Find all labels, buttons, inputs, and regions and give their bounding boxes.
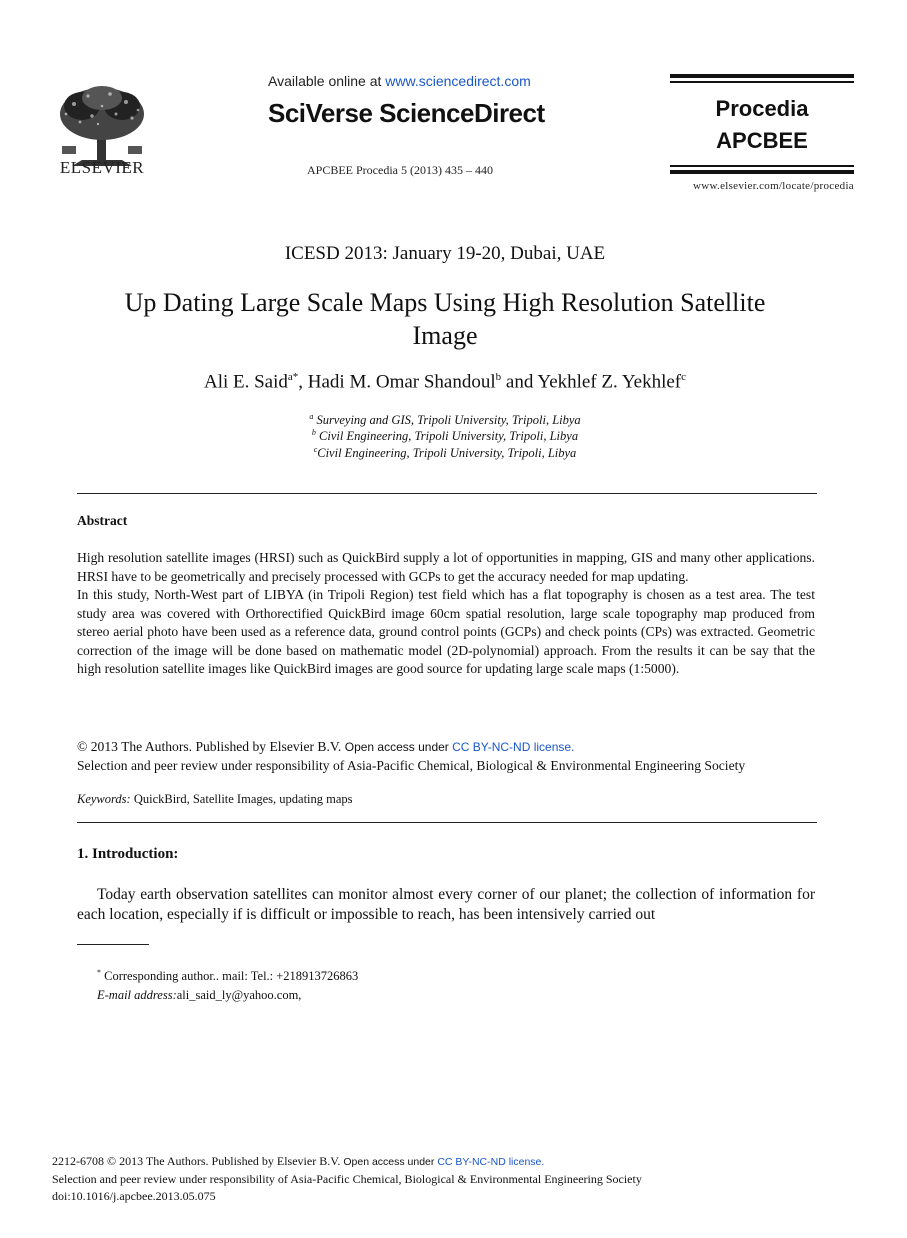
sciencedirect-link[interactable]: www.sciencedirect.com (385, 73, 531, 89)
page-footer (52, 1153, 852, 1205)
footnote-marker: * (97, 968, 101, 977)
sciverse-sciencedirect-logo: SciVerse ScienceDirect (268, 98, 545, 128)
open-access-text: Open access under (344, 740, 453, 754)
copyright-block (77, 738, 827, 774)
author-list (0, 371, 890, 393)
keywords-text: QuickBird, Satellite Images, updating maps (130, 792, 353, 806)
footnote-rule (77, 944, 149, 945)
procedia-bottom-rule-thin (670, 165, 854, 167)
publisher-wordmark: ELSEVIER (59, 158, 145, 177)
footnote-email (97, 988, 301, 1003)
affiliation-b (0, 428, 890, 444)
author-separator: , (298, 371, 308, 393)
copyright-text: © 2013 The Authors. Published by Elsevier B.V. (77, 739, 345, 754)
author-name: Hadi M. Omar Shandoul (307, 371, 496, 393)
affiliation-text: Surveying and GIS, Tripoli University, Tripoli, Libya (313, 413, 581, 428)
procedia-top-rule-thin (670, 81, 854, 83)
procedia-apcbee-title (670, 93, 854, 157)
footnote-corresponding (97, 968, 358, 984)
abstract-paragraph: High resolution satellite images (HRSI) such as QuickBird supply a lot of opportunities in mapping, GIS and many other applications. HRSI have to be geometrically and precisely processed with GCPs to get the accuracy needed for map updating. (77, 550, 815, 584)
paper-title-line1: Up Dating Large Scale Maps Using High Resolution Satellite (124, 288, 766, 317)
introduction-text: Today earth observation satellites can monitor almost every corner of our planet; the collection of information for each location, especially if is difficult or impossible to reach, has been intensively carried out (77, 886, 815, 923)
footer-copyright-line (52, 1153, 852, 1171)
email-label: E-mail address: (97, 988, 177, 1002)
affiliation-marker: a (309, 412, 314, 421)
footnote-corresponding-text: Corresponding author.. mail: Tel.: +218913726863 (101, 969, 359, 984)
author-separator: and (501, 371, 538, 393)
keywords-line (77, 792, 353, 807)
footer-copyright-text: 2212-6708 © 2013 The Authors. Published by Elsevier B.V. (52, 1154, 344, 1168)
author-superscript: a* (287, 371, 299, 383)
email-address[interactable]: ali_said_ly@yahoo.com, (176, 988, 302, 1002)
author-superscript: c (681, 371, 687, 383)
affiliation-a (0, 412, 890, 428)
procedia-title-line2: APCBEE (716, 128, 808, 153)
abstract-top-rule (77, 493, 817, 494)
author-name: Yekhlef Z. Yekhlef (537, 371, 682, 393)
introduction-heading: 1. Introduction: (77, 846, 179, 862)
peer-review-line: Selection and peer review under responsibility of Asia-Pacific Chemical, Biological & Environmental Engineering Society (77, 757, 746, 773)
footer-peer-review-line: Selection and peer review under responsibility of Asia-Pacific Chemical, Biological & Environmental Engineering Society (52, 1172, 642, 1186)
affiliation-c (0, 445, 890, 461)
abstract-heading: Abstract (77, 513, 128, 528)
footer-license-link[interactable]: CC BY-NC-ND license. (437, 1156, 545, 1168)
procedia-title-line1: Procedia (715, 96, 809, 121)
procedia-bottom-rule-thick (670, 170, 854, 174)
available-online-text: Available online at (268, 73, 386, 89)
copyright-line (77, 738, 827, 757)
keywords-label: Keywords: (77, 792, 131, 806)
abstract-paragraph: In this study, North-West part of LIBYA (in Tripoli Region) test field which has a flat topography is chosen as a test area. The test study area was covered with Orthorectified QuickBird image 60cm spatial resolution, large scale topography map produced from stereo aerial photo have been used as a reference data, ground control points (GCPs) and check points (CPs) was extracted. Geometric correction of the image will be done based on mathematic model (2D-polynomial) approach. From the results it can be say that the high resolution satellite images like QuickBird images are good source for updating large scale maps (1:5000). (77, 587, 815, 676)
abstract-body (77, 549, 815, 679)
author-name: Ali E. Said (203, 371, 288, 393)
paper-title-line2: Image (412, 321, 478, 350)
license-link[interactable]: CC BY-NC-ND license. (452, 740, 575, 754)
affiliation-text: Civil Engineering, Tripoli University, Tripoli, Libya (317, 446, 577, 461)
footer-open-access-text: Open access under (343, 1156, 438, 1168)
affiliation-text: Civil Engineering, Tripoli University, Tripoli, Libya (315, 429, 579, 444)
conference-line: ICESD 2013: January 19-20, Dubai, UAE (284, 243, 606, 264)
procedia-top-rule-thick (670, 74, 854, 78)
available-online-line (268, 73, 531, 89)
author-superscript: b (495, 371, 502, 383)
affiliation-marker: b (311, 428, 316, 437)
procedia-url[interactable]: www.elsevier.com/locate/procedia (693, 180, 854, 192)
abstract-bottom-rule (77, 822, 817, 823)
paper-title (70, 286, 820, 352)
affiliation-marker: c (313, 445, 318, 454)
journal-reference: APCBEE Procedia 5 (2013) 435 – 440 (307, 163, 493, 177)
footer-doi[interactable]: doi:10.1016/j.apcbee.2013.05.075 (52, 1189, 216, 1203)
